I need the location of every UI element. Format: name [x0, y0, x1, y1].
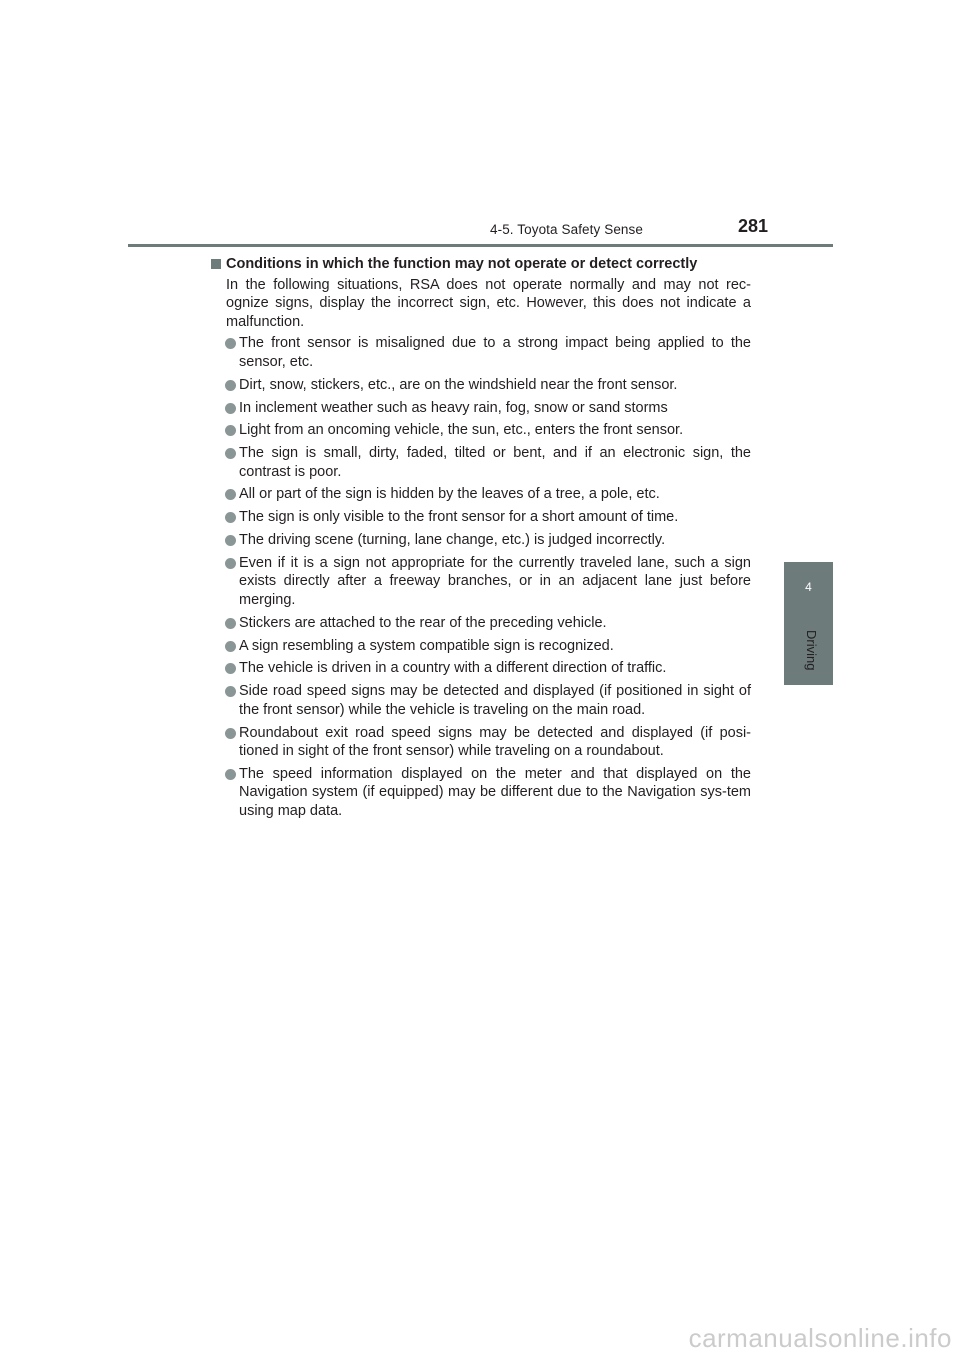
list-item — [210, 376, 751, 395]
list-item — [210, 334, 751, 371]
list-item — [210, 765, 751, 821]
list-item — [210, 554, 751, 610]
bullet-dot-icon — [225, 338, 236, 349]
list-item — [210, 508, 751, 527]
list-item-text: Light from an oncoming vehicle, the sun, etc., enters the front sensor. — [239, 422, 684, 439]
bullet-dot-icon — [225, 380, 236, 391]
list-item-text: The sign is small, dirty, faded, tilted or bent, and if an electronic sign, the contrast is poor. — [239, 445, 751, 480]
list-item — [210, 531, 751, 550]
list-item-text: The vehicle is driven in a country with a different direction of traffic. — [239, 660, 667, 677]
bullet-dot-icon — [225, 641, 236, 652]
list-item — [210, 659, 751, 678]
list-item-text: Dirt, snow, stickers, etc., are on the windshield near the front sensor. — [239, 376, 678, 393]
header-divider — [128, 244, 833, 247]
bullet-dot-icon — [225, 728, 236, 739]
list-item — [210, 637, 751, 656]
bullet-dot-icon — [225, 535, 236, 546]
bullet-dot-icon — [225, 686, 236, 697]
list-item-text: Side road speed signs may be detected and displayed (if positioned in sight of the front sensor) while the vehicle is traveling on the main road. — [239, 683, 751, 718]
bullet-dot-icon — [225, 618, 236, 629]
chapter-label: Driving — [804, 630, 819, 671]
list-item-text: Stickers are attached to the rear of the preceding vehicle. — [239, 614, 607, 631]
list-item-text: The front sensor is misaligned due to a strong impact being applied to the sensor, etc. — [239, 335, 751, 370]
bullet-dot-icon — [225, 558, 236, 569]
list-item — [210, 399, 751, 418]
header-section-title: 4-5. Toyota Safety Sense — [490, 222, 643, 237]
list-item-text: Even if it is a sign not appropriate for the currently traveled lane, such a sign exists directly after a freeway branches, or in an adjacent lane just before merging. — [239, 554, 751, 608]
list-item-text: The speed information displayed on the meter and that displayed on the Navigation system (if equipped) may be different due to the Navigation sys-tem using map data. — [239, 765, 751, 820]
bullet-dot-icon — [225, 512, 236, 523]
list-item — [210, 682, 751, 719]
bullet-dot-icon — [225, 403, 236, 414]
bullet-dot-icon — [225, 769, 236, 780]
list-item-text: The driving scene (turning, lane change, etc.) is judged incorrectly. — [239, 532, 666, 549]
bullet-dot-icon — [225, 425, 236, 436]
page-number: 281 — [738, 216, 769, 236]
list-item — [210, 444, 751, 481]
chapter-number: 4 — [805, 580, 812, 594]
list-item-text: All or part of the sign is hidden by the leaves of a tree, a pole, etc. — [239, 486, 660, 503]
bullet-dot-icon — [225, 489, 236, 500]
list-item-text: In inclement weather such as heavy rain, fog, snow or sand storms — [239, 399, 668, 416]
list-item — [210, 614, 751, 633]
list-item — [210, 485, 751, 504]
list-item-text: A sign resembling a system compatible sign is recognized. — [239, 637, 614, 654]
bullet-dot-icon — [225, 448, 236, 459]
list-item — [210, 421, 751, 440]
bullet-dot-icon — [225, 663, 236, 674]
intro-paragraph: In the following situations, RSA does not operate normally and may not rec-ognize signs, display the incorrect sign, etc. However, this does not indicate a malfunction. — [226, 276, 751, 330]
section-heading — [210, 255, 751, 274]
watermark: carmanualsonline.info — [688, 1323, 952, 1353]
main-content — [210, 255, 751, 825]
list-item-text: The sign is only visible to the front sensor for a short amount of time. — [239, 509, 679, 526]
condition-list — [210, 334, 751, 820]
square-bullet-icon — [211, 259, 221, 269]
section-heading-text: Conditions in which the function may not operate or detect correctly — [226, 256, 698, 272]
list-item — [210, 724, 751, 761]
list-item-text: Roundabout exit road speed signs may be detected and displayed (if posi-tioned in sight of the front sensor) while traveling on a roundabout. — [239, 724, 751, 760]
